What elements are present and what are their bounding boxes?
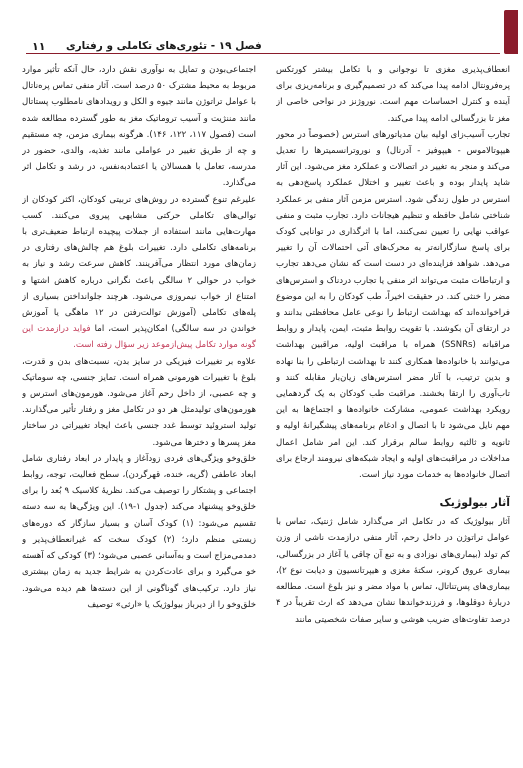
paragraph [22,192,256,354]
section-heading: آثار بیولوژیک [439,496,510,510]
left-column [22,62,256,752]
chapter-title: فصل ۱۹ - تئوری‌های تکاملی و رفتاری [66,40,262,52]
highlighted-text: فواید درازمدت این گونه موارد تکامل پیش‌ازموعد زیر سؤال رفته است. [22,324,256,351]
paragraph: انعطاف‌پذیری مغزی تا نوجوانی و با تکامل بیشتر کورتکس پره‌فرونتال ادامه پیدا می‌کند که در تصمیم‌گیری و برنامه‌ریزی برای آینده و کنترل احساسات مهم است. نوروژنز در نواحی خاصی از مغز تا بزرگسالی ادامه پیدا می‌کند. [276,65,510,124]
paragraph: علاوه بر تغییرات فیزیکی در سایز بدن، نسبت‌های بدن و قدرت، بلوغ با تغییرات هورمونی همراه است. تمایز جنسی، چه سوماتیک و چه عصبی، از داخل رحم آغاز می‌شود. هورمون‌های استرس و هورمون‌های تولیدمثل هر دو در تکامل مغز و رفتار تأثیر می‌گذارند. تولید استروئید توسط غدد جنسی باعث ایجاد تغییراتی در ساختار مغز پسرها و دخترها می‌شود. [22,356,256,448]
page-number: ۱۱ [32,40,46,53]
page-header [26,10,500,54]
paragraph: خلق‌وخو ویژگی‌های فردی زودآغاز و پایدار در ابعاد رفتاری شامل ابعاد عاطفی (گریه، خنده، قهرگردن)، سطح فعالیت، توجه، روابط اجتماعی و پشتکار را توصیف می‌کند. نظریهٔ کلاسیک ۹ بُعد را برای خلق‌وخو پیشنهاد می‌کند (جدول ۱-۱۹). این ویژگی‌ها به سه دسته تقسیم می‌شود: (۱) کودک آسان و بسیار سازگار که دوره‌های زیستی منظم دارد؛ (۲) کودک سخت که غیرانعطاف‌پذیر و دمدمی‌مزاج است و به‌آسانی عصبی می‌شود؛ (۳) کودکی که آهسته خو می‌گیرد و برای عادت‌کردن به شرایط جدید به زمان بیشتری نیاز دارد. ترکیب‌های گوناگونی از این دسته‌ها هم دیده می‌شود. خلق‌وخو را از دیرباز بیولوژیک یا «ارثی» توصیف [22,453,256,610]
paragraph: آثار بیولوژیک که در تکامل اثر می‌گذارد شامل ژنتیک، تماس با عوامل تراتوژن در داخل رحم، آثار منفی درازمدت ناشی از وزن کم تولد (بیماری‌های نوزادی و به تبع آن چاقی یا آغاز در بزرگسالی، بیماری عروق کرونر، سکتهٔ مغزی و هیپرتانسیون و دیابت نوع ۲)، بیماری‌های پس‌تناتال، تماس با مواد مضر و نیز بلوغ است. مطالعه دربارهٔ دوقلوها، و فرزندخواندها نشان می‌دهد که ارث تقریباً در ۴ درصد تفاوت‌های ضریب هوشی و سایر صفات شخصیتی مانند [276,517,510,625]
paragraph: اجتماعی‌بودن و تمایل به نوآوری نقش دارد، حال آنکه تأثیر موارد مربوط به محیط مشترک ۵۰ درصد است. آثار منفی تماس پره‌ناتال با عوامل تراتوژن مانند جیوه و الکل و رویدادهای نامطلوب پستاتال مانند مننژیت و آسیب تروماتیک مغز به طور گسترده مطالعه شده است (فصول ۱۱۷، ۱۲۲، ۱۴۶). هرگونه بیماری مزمن، چه مستقیم و چه از طریق تغییر در عواملی مانند تغذیه، والدی، حضور در مدرسه، تعامل با همسالان یا اعتمادبه‌نفس، در رشد و تکامل اثر می‌گذارد. [22,65,256,189]
right-column [276,62,510,752]
paragraph: تجارب آسیب‌زای اولیه بیان مدیاتورهای استرس (خصوصاً در محور هیپوتالاموس - هیپوفیز - آدرنال) و نوروترانسمیترها را تعدیل می‌کند و منجر به تغییر در اتصالات و عملکرد مغز می‌شود. این آثار شاید پایدار بوده و باعث تغییر و اختلال عملکرد پاسخ‌دهی به استرس در طول زندگی شود. استرس مزمن آثار منفی بر عملکرد شناختی شامل حافظه و تنظیم هیجانات دارد. تجارب مثبت و منفی عواقب نهایی را تعیین نمی‌کنند، اما با اثرگذاری در توانایی کودک برای پاسخ سازگارانه‌تر به محرک‌های آتی احتمالات آن را تغییر می‌دهد. شواهد فزاینده‌ای در دست است که نشان می‌دهد تجارب و ارتباطات مثبت می‌تواند اثر منفی یا تجارب دردناک و استرس‌های مضر را خنثی کند. در حقیقت اخیراً، طب کودکان را به این موضوع فراخوانده‌اند که بهداشت ارتباط را نوعی عامل محافظتی بدانند و در ارتقای آن بکوشند. با تقویت روابط مثبت، ایمن، پایدار و روابط مراقبانه (SSNRs) همراه با مراقبت اولیه، مراقبین بهداشت می‌توانند با خانواده‌ها همکاری کنند تا بهداشت ارتباطی را بنا نهاده و بدین ترتیب، با آثار مضر استرس‌های زیان‌بار مقابله کنند و تاب‌آوری را ارتقا بخشند. مراقبت طب کودکان به یک گردهمایی رویکرد بهداشت عمومی، مشارکت خانواده‌ها و اجتماع‌ها به این مهم نایل می‌شود تا با اتصال و ادغام برنامه‌های پیشگیرانهٔ اولیه و ثانویه و ثالثیه روابط سالم برقرار کند. این امر شامل اعمال مداخلات در مراقبت‌های اولیه و ایجاد شبکه‌های نیرومند ارجاع برای اتصال خانواده‌ها به خدمات مورد نیاز است. [276,129,510,481]
paragraph-text: علیرغم تنوع گسترده در روش‌های تربیتی کودکان، اکثر کودکان از توالی‌های تکاملی حرکتی مشابهی پیروی می‌کنند. کسب مهارت‌هایی مانند استفاده از جملات پیچیده ارتباط ضعیف‌تری با برنامه‌های تکاملی دارد. تغییرات بلوغ هم چالش‌های رفتاری در زمان‌های مورد انتظار می‌آفرینند. کاهش سرعت رشد و نیاز به خواب در حوالی ۲ سالگی باعث نگرانی درباره کاهش اشتها و امتناع از خواب نیمروزی می‌شود. هرچند جلوانداختن بسیاری از پله‌های تکاملی (آموزش توالت‌رفتن در ۱۲ ماهگی یا آموزش خواندن در سه سالگی) امکان‌پذیر است، اما [22,194,256,335]
chapter-tab-marker [504,10,518,54]
